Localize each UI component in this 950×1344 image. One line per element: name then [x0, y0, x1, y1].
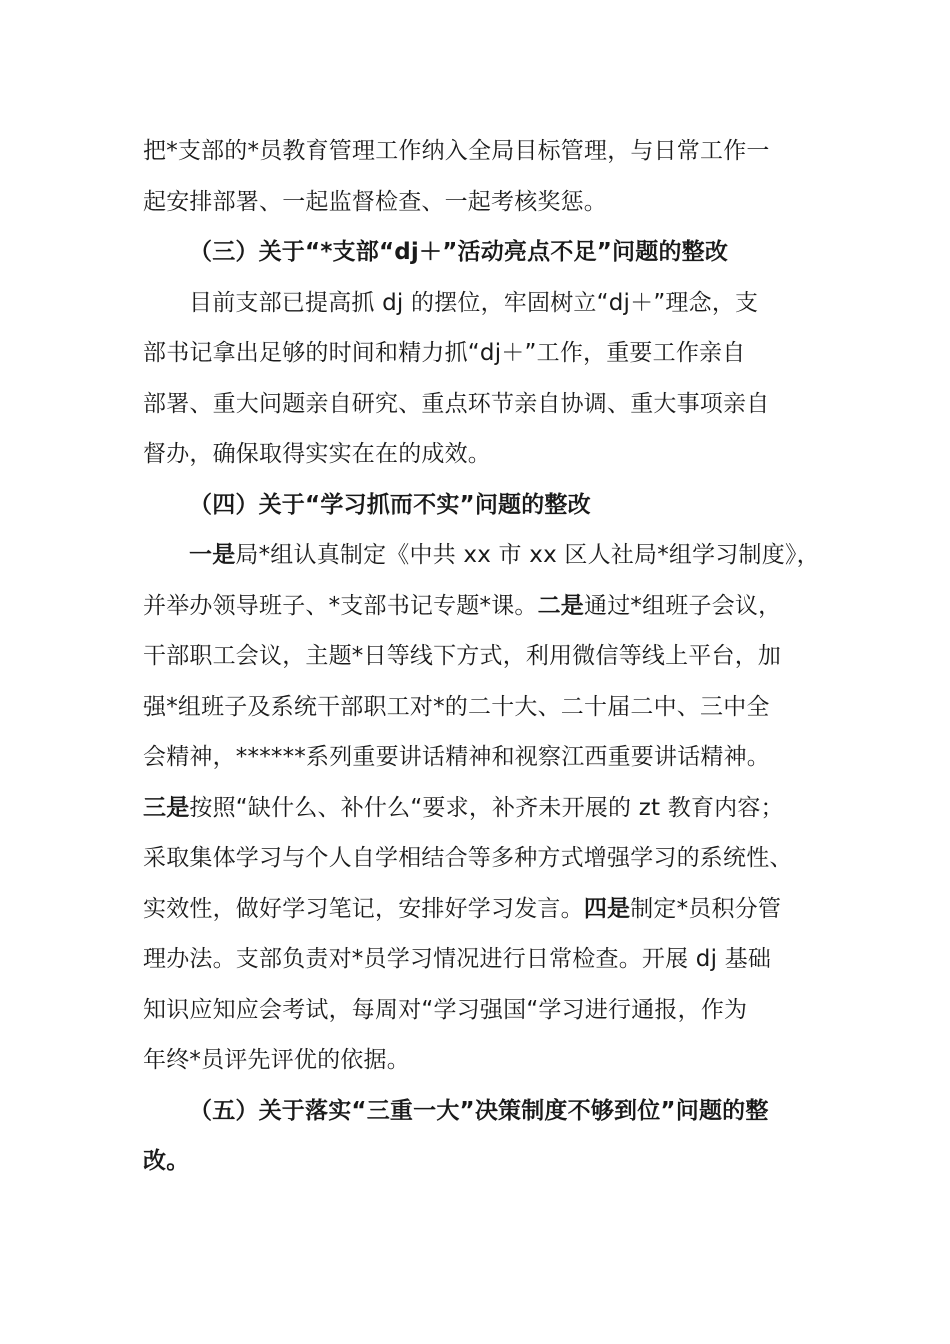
text-segment: （三）关于“*支部“dj＋”活动亮点不足”问题的整改 [189, 239, 729, 265]
text-segment: 实效性，做好学习笔记，安排好学习发言。 [143, 895, 584, 922]
paragraph-line [143, 682, 815, 733]
document-body [143, 126, 820, 1187]
text-segment: 部署、重大问题亲自研究、重点环节亲自协调、重大事项亲自 [143, 390, 770, 417]
section-heading [143, 1136, 815, 1187]
paragraph-line [143, 581, 815, 632]
text-segment: 局*组认真制定《中共 xx 市 xx 区人社局*组学习制度》， [235, 542, 820, 568]
section-heading [143, 1086, 815, 1137]
paragraph-line [143, 278, 815, 329]
paragraph-line [143, 1035, 815, 1086]
text-segment: 部书记拿出足够的时间和精力抓“dj＋”工作，重要工作亲自 [143, 340, 746, 366]
text-segment: （四）关于“学习抓而不实”问题的整改 [189, 491, 591, 518]
text-segment: 理办法。支部负责对*员学习情况进行日常检查。开展 dj 基础 [143, 946, 772, 972]
paragraph-line [143, 732, 815, 783]
text-segment: 按照“缺什么、补什么“要求，补齐未开展的 zt 教育内容； [189, 794, 784, 821]
paragraph-line [143, 631, 815, 682]
paragraph-line [143, 126, 815, 177]
text-segment: 把*支部的*员教育管理工作纳入全局目标管理，与日常工作一 [143, 138, 770, 164]
paragraph-line [143, 530, 820, 581]
text-segment: 会精神，******系列重要讲话精神和视察江西重要讲话精神。 [143, 744, 770, 770]
paragraph-line [143, 429, 815, 480]
paragraph-line [143, 783, 815, 834]
text-segment: 年终*员评先评优的依据。 [143, 1047, 410, 1073]
text-segment: 通过*组班子会议， [584, 592, 782, 619]
paragraph-line [143, 328, 815, 379]
text-segment: 强*组班子及系统干部职工对*的二十大、二十届二中、三中全 [143, 693, 770, 720]
paragraph-line [143, 833, 815, 884]
bold-label: 二是 [537, 592, 585, 619]
text-segment: 并举办领导班子、*支部书记专题*课。 [143, 592, 538, 619]
text-segment: 督办，确保取得实实在在的成效。 [143, 441, 491, 467]
text-segment: 干部职工会议，主题*日等线下方式，利用微信等线上平台，加 [143, 643, 782, 669]
section-heading [143, 480, 815, 531]
paragraph-line [143, 884, 815, 935]
paragraph-line [143, 177, 815, 228]
text-segment: 知识应知应会考试，每周对“学习强国“学习进行通报，作为 [143, 996, 748, 1023]
paragraph-line [143, 985, 815, 1036]
section-heading [143, 227, 815, 278]
text-segment: 采取集体学习与个人自学相结合等多种方式增强学习的系统性、 [143, 845, 793, 871]
paragraph-line [143, 379, 815, 430]
text-segment: 改。 [143, 1148, 190, 1174]
bold-label: 三是 [143, 794, 190, 821]
bold-label: 四是 [583, 895, 631, 922]
text-segment: 制定*员积分管 [630, 895, 782, 922]
text-segment: 目前支部已提高抓 dj 的摆位，牢固树立“dj＋”理念，支 [189, 289, 759, 316]
text-segment: （五）关于落实“三重一大”决策制度不够到位”问题的整 [189, 1097, 769, 1124]
paragraph-line [143, 934, 815, 985]
text-segment: 起安排部署、一起监督检查、一起考核奖惩。 [143, 188, 607, 215]
bold-label: 一是 [189, 542, 236, 568]
